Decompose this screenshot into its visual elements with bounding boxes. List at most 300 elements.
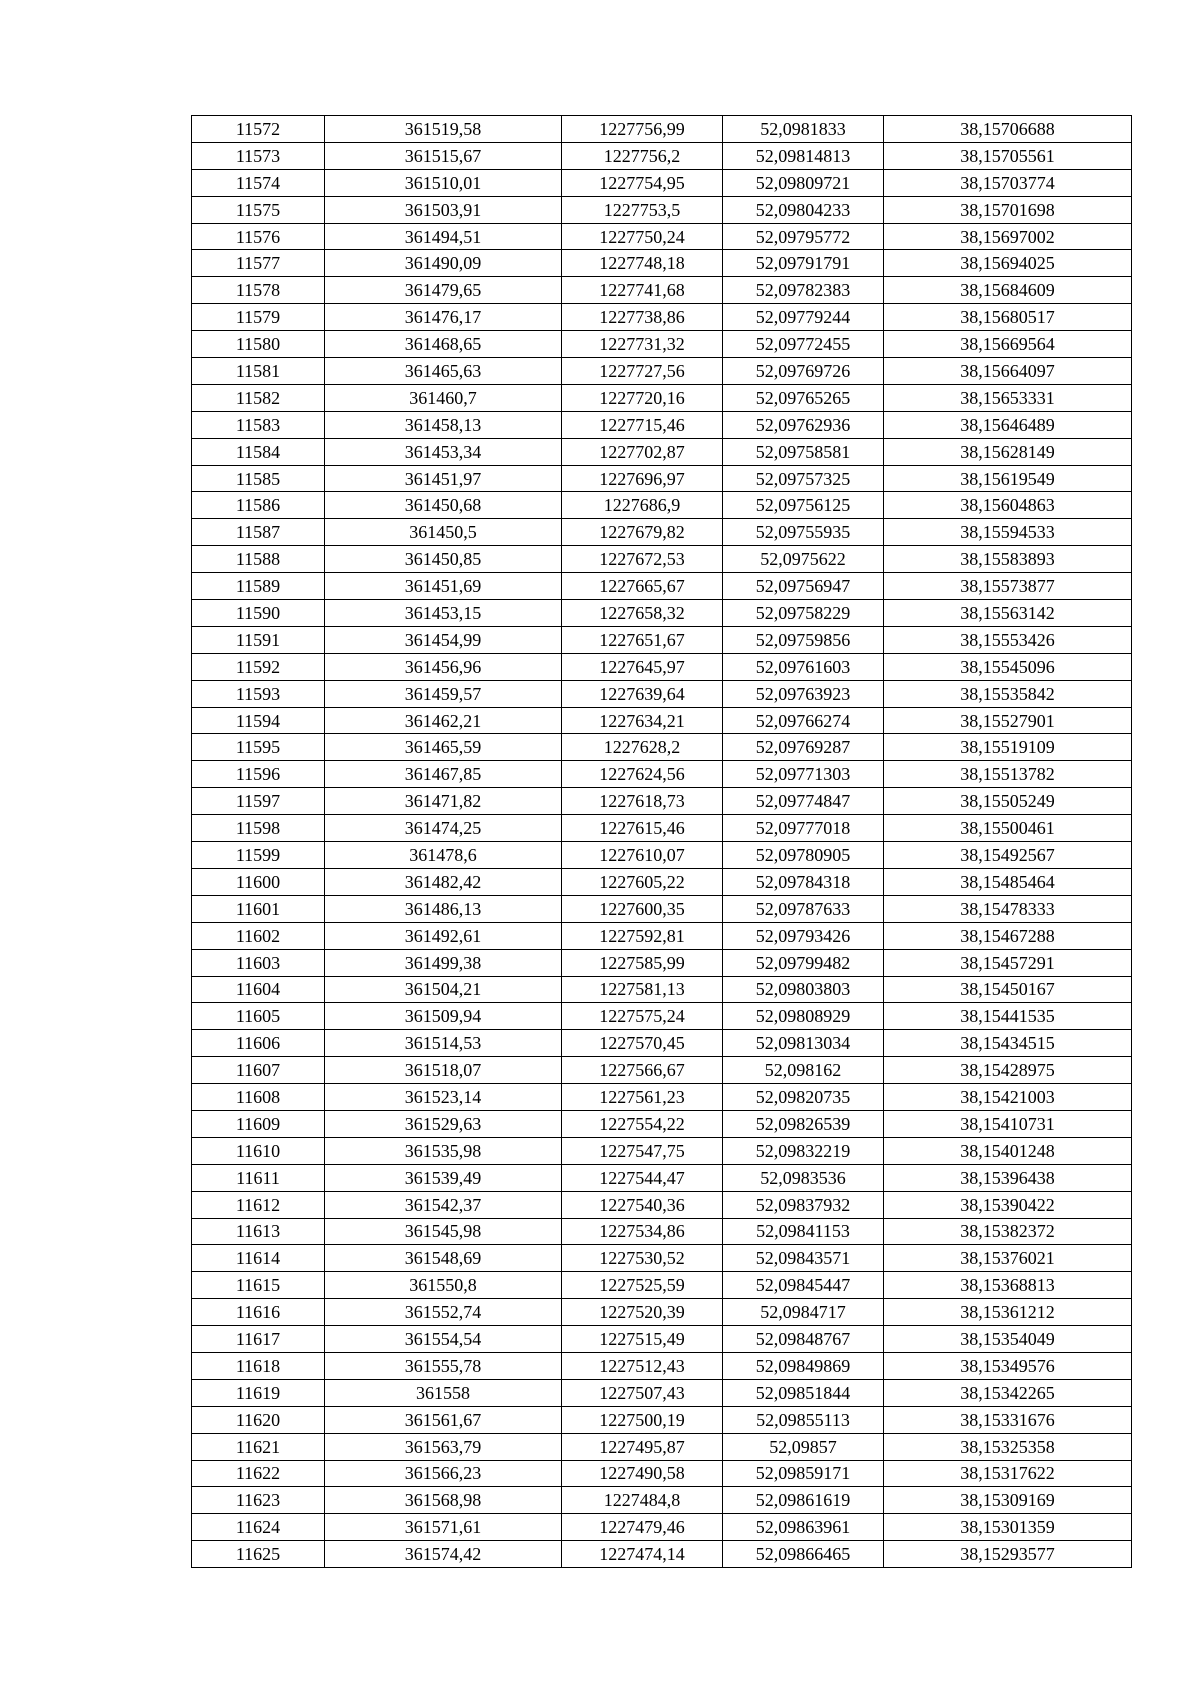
longitude-cell: 38,15450167 [884, 976, 1132, 1003]
latitude-cell: 52,0983536 [723, 1164, 884, 1191]
x-coordinate-cell: 361539,49 [325, 1164, 562, 1191]
y-coordinate-cell: 1227738,86 [562, 304, 723, 331]
point-number-cell: 11577 [192, 250, 325, 277]
point-number-cell: 11586 [192, 492, 325, 519]
table-row [192, 1003, 1132, 1030]
longitude-cell: 38,15368813 [884, 1272, 1132, 1299]
latitude-cell: 52,09809721 [723, 169, 884, 196]
table-row [192, 1057, 1132, 1084]
longitude-cell: 38,15694025 [884, 250, 1132, 277]
longitude-cell: 38,15301359 [884, 1514, 1132, 1541]
coordinates-table [191, 115, 1132, 1568]
latitude-cell: 52,09849869 [723, 1352, 884, 1379]
latitude-cell: 52,09757325 [723, 465, 884, 492]
table-row [192, 788, 1132, 815]
point-number-cell: 11589 [192, 573, 325, 600]
y-coordinate-cell: 1227618,73 [562, 788, 723, 815]
table-row [192, 707, 1132, 734]
table-row [192, 949, 1132, 976]
longitude-cell: 38,15457291 [884, 949, 1132, 976]
x-coordinate-cell: 361454,99 [325, 626, 562, 653]
longitude-cell: 38,15563142 [884, 600, 1132, 627]
y-coordinate-cell: 1227507,43 [562, 1379, 723, 1406]
longitude-cell: 38,15646489 [884, 411, 1132, 438]
x-coordinate-cell: 361450,85 [325, 546, 562, 573]
longitude-cell: 38,15684609 [884, 277, 1132, 304]
longitude-cell: 38,15361212 [884, 1299, 1132, 1326]
table-row [192, 653, 1132, 680]
table-row [192, 142, 1132, 169]
table-row [192, 600, 1132, 627]
longitude-cell: 38,15703774 [884, 169, 1132, 196]
latitude-cell: 52,09765265 [723, 384, 884, 411]
y-coordinate-cell: 1227665,67 [562, 573, 723, 600]
point-number-cell: 11596 [192, 761, 325, 788]
table-row [192, 1379, 1132, 1406]
longitude-cell: 38,15434515 [884, 1030, 1132, 1057]
latitude-cell: 52,09808929 [723, 1003, 884, 1030]
y-coordinate-cell: 1227585,99 [562, 949, 723, 976]
y-coordinate-cell: 1227756,99 [562, 116, 723, 143]
point-number-cell: 11604 [192, 976, 325, 1003]
x-coordinate-cell: 361467,85 [325, 761, 562, 788]
longitude-cell: 38,15500461 [884, 815, 1132, 842]
y-coordinate-cell: 1227753,5 [562, 196, 723, 223]
point-number-cell: 11574 [192, 169, 325, 196]
x-coordinate-cell: 361548,69 [325, 1245, 562, 1272]
y-coordinate-cell: 1227547,75 [562, 1137, 723, 1164]
table-row [192, 304, 1132, 331]
y-coordinate-cell: 1227479,46 [562, 1514, 723, 1541]
table-row [192, 1030, 1132, 1057]
table-row [192, 1460, 1132, 1487]
table-row [192, 976, 1132, 1003]
x-coordinate-cell: 361458,13 [325, 411, 562, 438]
y-coordinate-cell: 1227639,64 [562, 680, 723, 707]
x-coordinate-cell: 361518,07 [325, 1057, 562, 1084]
x-coordinate-cell: 361453,15 [325, 600, 562, 627]
y-coordinate-cell: 1227570,45 [562, 1030, 723, 1057]
latitude-cell: 52,09771303 [723, 761, 884, 788]
table-row [192, 1541, 1132, 1568]
y-coordinate-cell: 1227534,86 [562, 1218, 723, 1245]
longitude-cell: 38,15492567 [884, 842, 1132, 869]
y-coordinate-cell: 1227512,43 [562, 1352, 723, 1379]
y-coordinate-cell: 1227634,21 [562, 707, 723, 734]
x-coordinate-cell: 361504,21 [325, 976, 562, 1003]
y-coordinate-cell: 1227696,97 [562, 465, 723, 492]
latitude-cell: 52,098162 [723, 1057, 884, 1084]
y-coordinate-cell: 1227672,53 [562, 546, 723, 573]
longitude-cell: 38,15527901 [884, 707, 1132, 734]
table-row [192, 680, 1132, 707]
longitude-cell: 38,15505249 [884, 788, 1132, 815]
longitude-cell: 38,15410731 [884, 1110, 1132, 1137]
latitude-cell: 52,09795772 [723, 223, 884, 250]
x-coordinate-cell: 361529,63 [325, 1110, 562, 1137]
latitude-cell: 52,09772455 [723, 331, 884, 358]
table-row [192, 169, 1132, 196]
table-row [192, 358, 1132, 385]
table-row [192, 384, 1132, 411]
latitude-cell: 52,09766274 [723, 707, 884, 734]
latitude-cell: 52,09841153 [723, 1218, 884, 1245]
table-row [192, 1164, 1132, 1191]
point-number-cell: 11609 [192, 1110, 325, 1137]
longitude-cell: 38,15583893 [884, 546, 1132, 573]
y-coordinate-cell: 1227515,49 [562, 1326, 723, 1353]
point-number-cell: 11594 [192, 707, 325, 734]
x-coordinate-cell: 361523,14 [325, 1084, 562, 1111]
x-coordinate-cell: 361503,91 [325, 196, 562, 223]
longitude-cell: 38,15545096 [884, 653, 1132, 680]
point-number-cell: 11622 [192, 1460, 325, 1487]
table-row [192, 1110, 1132, 1137]
x-coordinate-cell: 361574,42 [325, 1541, 562, 1568]
latitude-cell: 52,09851844 [723, 1379, 884, 1406]
latitude-cell: 52,09759856 [723, 626, 884, 653]
longitude-cell: 38,15441535 [884, 1003, 1132, 1030]
x-coordinate-cell: 361568,98 [325, 1487, 562, 1514]
table-row [192, 250, 1132, 277]
latitude-cell: 52,09803803 [723, 976, 884, 1003]
table-row [192, 438, 1132, 465]
table-row [192, 1326, 1132, 1353]
longitude-cell: 38,15401248 [884, 1137, 1132, 1164]
y-coordinate-cell: 1227484,8 [562, 1487, 723, 1514]
latitude-cell: 52,09755935 [723, 519, 884, 546]
point-number-cell: 11575 [192, 196, 325, 223]
point-number-cell: 11602 [192, 922, 325, 949]
latitude-cell: 52,09787633 [723, 895, 884, 922]
longitude-cell: 38,15594533 [884, 519, 1132, 546]
longitude-cell: 38,15653331 [884, 384, 1132, 411]
table-row [192, 1272, 1132, 1299]
x-coordinate-cell: 361499,38 [325, 949, 562, 976]
x-coordinate-cell: 361558 [325, 1379, 562, 1406]
x-coordinate-cell: 361453,34 [325, 438, 562, 465]
table-row [192, 734, 1132, 761]
x-coordinate-cell: 361471,82 [325, 788, 562, 815]
latitude-cell: 52,09769287 [723, 734, 884, 761]
x-coordinate-cell: 361465,59 [325, 734, 562, 761]
latitude-cell: 52,09820735 [723, 1084, 884, 1111]
longitude-cell: 38,15619549 [884, 465, 1132, 492]
y-coordinate-cell: 1227530,52 [562, 1245, 723, 1272]
table-row [192, 1191, 1132, 1218]
latitude-cell: 52,09763923 [723, 680, 884, 707]
y-coordinate-cell: 1227679,82 [562, 519, 723, 546]
latitude-cell: 52,09843571 [723, 1245, 884, 1272]
point-number-cell: 11593 [192, 680, 325, 707]
table-row [192, 1514, 1132, 1541]
point-number-cell: 11572 [192, 116, 325, 143]
y-coordinate-cell: 1227756,2 [562, 142, 723, 169]
y-coordinate-cell: 1227554,22 [562, 1110, 723, 1137]
table-row [192, 411, 1132, 438]
x-coordinate-cell: 361482,42 [325, 868, 562, 895]
point-number-cell: 11601 [192, 895, 325, 922]
latitude-cell: 52,09799482 [723, 949, 884, 976]
y-coordinate-cell: 1227645,97 [562, 653, 723, 680]
x-coordinate-cell: 361515,67 [325, 142, 562, 169]
table-row [192, 519, 1132, 546]
latitude-cell: 52,09782383 [723, 277, 884, 304]
y-coordinate-cell: 1227750,24 [562, 223, 723, 250]
x-coordinate-cell: 361566,23 [325, 1460, 562, 1487]
longitude-cell: 38,15390422 [884, 1191, 1132, 1218]
y-coordinate-cell: 1227731,32 [562, 331, 723, 358]
x-coordinate-cell: 361494,51 [325, 223, 562, 250]
x-coordinate-cell: 361459,57 [325, 680, 562, 707]
y-coordinate-cell: 1227720,16 [562, 384, 723, 411]
point-number-cell: 11591 [192, 626, 325, 653]
point-number-cell: 11615 [192, 1272, 325, 1299]
x-coordinate-cell: 361542,37 [325, 1191, 562, 1218]
latitude-cell: 52,09826539 [723, 1110, 884, 1137]
point-number-cell: 11573 [192, 142, 325, 169]
latitude-cell: 52,0975622 [723, 546, 884, 573]
x-coordinate-cell: 361451,97 [325, 465, 562, 492]
x-coordinate-cell: 361460,7 [325, 384, 562, 411]
point-number-cell: 11576 [192, 223, 325, 250]
table-row [192, 1406, 1132, 1433]
point-number-cell: 11598 [192, 815, 325, 842]
y-coordinate-cell: 1227624,56 [562, 761, 723, 788]
point-number-cell: 11606 [192, 1030, 325, 1057]
y-coordinate-cell: 1227540,36 [562, 1191, 723, 1218]
y-coordinate-cell: 1227741,68 [562, 277, 723, 304]
point-number-cell: 11599 [192, 842, 325, 869]
y-coordinate-cell: 1227658,32 [562, 600, 723, 627]
table-row [192, 277, 1132, 304]
table-row [192, 492, 1132, 519]
latitude-cell: 52,09837932 [723, 1191, 884, 1218]
point-number-cell: 11578 [192, 277, 325, 304]
point-number-cell: 11619 [192, 1379, 325, 1406]
x-coordinate-cell: 361509,94 [325, 1003, 562, 1030]
longitude-cell: 38,15467288 [884, 922, 1132, 949]
point-number-cell: 11584 [192, 438, 325, 465]
y-coordinate-cell: 1227651,67 [562, 626, 723, 653]
point-number-cell: 11614 [192, 1245, 325, 1272]
longitude-cell: 38,15680517 [884, 304, 1132, 331]
point-number-cell: 11582 [192, 384, 325, 411]
longitude-cell: 38,15697002 [884, 223, 1132, 250]
longitude-cell: 38,15376021 [884, 1245, 1132, 1272]
x-coordinate-cell: 361561,67 [325, 1406, 562, 1433]
longitude-cell: 38,15331676 [884, 1406, 1132, 1433]
longitude-cell: 38,15478333 [884, 895, 1132, 922]
longitude-cell: 38,15573877 [884, 573, 1132, 600]
point-number-cell: 11613 [192, 1218, 325, 1245]
latitude-cell: 52,09758581 [723, 438, 884, 465]
table-row [192, 465, 1132, 492]
y-coordinate-cell: 1227702,87 [562, 438, 723, 465]
longitude-cell: 38,15342265 [884, 1379, 1132, 1406]
point-number-cell: 11625 [192, 1541, 325, 1568]
table-row [192, 815, 1132, 842]
y-coordinate-cell: 1227495,87 [562, 1433, 723, 1460]
latitude-cell: 52,09859171 [723, 1460, 884, 1487]
latitude-cell: 52,09762936 [723, 411, 884, 438]
x-coordinate-cell: 361462,21 [325, 707, 562, 734]
x-coordinate-cell: 361510,01 [325, 169, 562, 196]
point-number-cell: 11611 [192, 1164, 325, 1191]
x-coordinate-cell: 361451,69 [325, 573, 562, 600]
y-coordinate-cell: 1227566,67 [562, 1057, 723, 1084]
table-row [192, 922, 1132, 949]
latitude-cell: 52,09855113 [723, 1406, 884, 1433]
longitude-cell: 38,15701698 [884, 196, 1132, 223]
point-number-cell: 11603 [192, 949, 325, 976]
longitude-cell: 38,15317622 [884, 1460, 1132, 1487]
longitude-cell: 38,15309169 [884, 1487, 1132, 1514]
latitude-cell: 52,09769726 [723, 358, 884, 385]
longitude-cell: 38,15553426 [884, 626, 1132, 653]
y-coordinate-cell: 1227715,46 [562, 411, 723, 438]
longitude-cell: 38,15519109 [884, 734, 1132, 761]
longitude-cell: 38,15325358 [884, 1433, 1132, 1460]
table-row [192, 573, 1132, 600]
latitude-cell: 52,09866465 [723, 1541, 884, 1568]
latitude-cell: 52,0981833 [723, 116, 884, 143]
latitude-cell: 52,09780905 [723, 842, 884, 869]
latitude-cell: 52,09791791 [723, 250, 884, 277]
longitude-cell: 38,15628149 [884, 438, 1132, 465]
table-row [192, 223, 1132, 250]
point-number-cell: 11587 [192, 519, 325, 546]
table-row [192, 895, 1132, 922]
table-row [192, 868, 1132, 895]
point-number-cell: 11623 [192, 1487, 325, 1514]
x-coordinate-cell: 361450,68 [325, 492, 562, 519]
longitude-cell: 38,15293577 [884, 1541, 1132, 1568]
y-coordinate-cell: 1227727,56 [562, 358, 723, 385]
point-number-cell: 11600 [192, 868, 325, 895]
y-coordinate-cell: 1227615,46 [562, 815, 723, 842]
y-coordinate-cell: 1227592,81 [562, 922, 723, 949]
x-coordinate-cell: 361479,65 [325, 277, 562, 304]
y-coordinate-cell: 1227520,39 [562, 1299, 723, 1326]
table-row [192, 546, 1132, 573]
y-coordinate-cell: 1227544,47 [562, 1164, 723, 1191]
table-row [192, 1433, 1132, 1460]
table-row [192, 761, 1132, 788]
point-number-cell: 11607 [192, 1057, 325, 1084]
point-number-cell: 11583 [192, 411, 325, 438]
x-coordinate-cell: 361571,61 [325, 1514, 562, 1541]
longitude-cell: 38,15705561 [884, 142, 1132, 169]
table-row [192, 116, 1132, 143]
x-coordinate-cell: 361465,63 [325, 358, 562, 385]
latitude-cell: 52,09861619 [723, 1487, 884, 1514]
x-coordinate-cell: 361468,65 [325, 331, 562, 358]
latitude-cell: 52,09761603 [723, 653, 884, 680]
x-coordinate-cell: 361486,13 [325, 895, 562, 922]
table-row [192, 1084, 1132, 1111]
point-number-cell: 11579 [192, 304, 325, 331]
table-row [192, 196, 1132, 223]
point-number-cell: 11605 [192, 1003, 325, 1030]
point-number-cell: 11617 [192, 1326, 325, 1353]
point-number-cell: 11595 [192, 734, 325, 761]
longitude-cell: 38,15513782 [884, 761, 1132, 788]
y-coordinate-cell: 1227748,18 [562, 250, 723, 277]
point-number-cell: 11620 [192, 1406, 325, 1433]
table-row [192, 842, 1132, 869]
x-coordinate-cell: 361456,96 [325, 653, 562, 680]
x-coordinate-cell: 361535,98 [325, 1137, 562, 1164]
point-number-cell: 11621 [192, 1433, 325, 1460]
longitude-cell: 38,15428975 [884, 1057, 1132, 1084]
x-coordinate-cell: 361545,98 [325, 1218, 562, 1245]
y-coordinate-cell: 1227500,19 [562, 1406, 723, 1433]
y-coordinate-cell: 1227605,22 [562, 868, 723, 895]
point-number-cell: 11590 [192, 600, 325, 627]
y-coordinate-cell: 1227610,07 [562, 842, 723, 869]
longitude-cell: 38,15604863 [884, 492, 1132, 519]
table-row [192, 331, 1132, 358]
x-coordinate-cell: 361563,79 [325, 1433, 562, 1460]
table-row [192, 626, 1132, 653]
longitude-cell: 38,15706688 [884, 116, 1132, 143]
x-coordinate-cell: 361478,6 [325, 842, 562, 869]
latitude-cell: 52,09845447 [723, 1272, 884, 1299]
point-number-cell: 11624 [192, 1514, 325, 1541]
y-coordinate-cell: 1227490,58 [562, 1460, 723, 1487]
latitude-cell: 52,09813034 [723, 1030, 884, 1057]
y-coordinate-cell: 1227474,14 [562, 1541, 723, 1568]
x-coordinate-cell: 361476,17 [325, 304, 562, 331]
x-coordinate-cell: 361474,25 [325, 815, 562, 842]
x-coordinate-cell: 361550,8 [325, 1272, 562, 1299]
y-coordinate-cell: 1227581,13 [562, 976, 723, 1003]
latitude-cell: 52,09758229 [723, 600, 884, 627]
x-coordinate-cell: 361519,58 [325, 116, 562, 143]
latitude-cell: 52,09784318 [723, 868, 884, 895]
longitude-cell: 38,15664097 [884, 358, 1132, 385]
y-coordinate-cell: 1227686,9 [562, 492, 723, 519]
latitude-cell: 52,09863961 [723, 1514, 884, 1541]
longitude-cell: 38,15421003 [884, 1084, 1132, 1111]
y-coordinate-cell: 1227628,2 [562, 734, 723, 761]
point-number-cell: 11585 [192, 465, 325, 492]
y-coordinate-cell: 1227561,23 [562, 1084, 723, 1111]
table-row [192, 1245, 1132, 1272]
y-coordinate-cell: 1227525,59 [562, 1272, 723, 1299]
latitude-cell: 52,09774847 [723, 788, 884, 815]
latitude-cell: 52,09832219 [723, 1137, 884, 1164]
latitude-cell: 52,09857 [723, 1433, 884, 1460]
y-coordinate-cell: 1227600,35 [562, 895, 723, 922]
latitude-cell: 52,09793426 [723, 922, 884, 949]
latitude-cell: 52,09756125 [723, 492, 884, 519]
point-number-cell: 11608 [192, 1084, 325, 1111]
latitude-cell: 52,09777018 [723, 815, 884, 842]
latitude-cell: 52,09804233 [723, 196, 884, 223]
longitude-cell: 38,15396438 [884, 1164, 1132, 1191]
point-number-cell: 11592 [192, 653, 325, 680]
coordinates-table-body [192, 116, 1132, 1568]
point-number-cell: 11610 [192, 1137, 325, 1164]
point-number-cell: 11580 [192, 331, 325, 358]
x-coordinate-cell: 361554,54 [325, 1326, 562, 1353]
latitude-cell: 52,09848767 [723, 1326, 884, 1353]
x-coordinate-cell: 361514,53 [325, 1030, 562, 1057]
latitude-cell: 52,0984717 [723, 1299, 884, 1326]
longitude-cell: 38,15535842 [884, 680, 1132, 707]
